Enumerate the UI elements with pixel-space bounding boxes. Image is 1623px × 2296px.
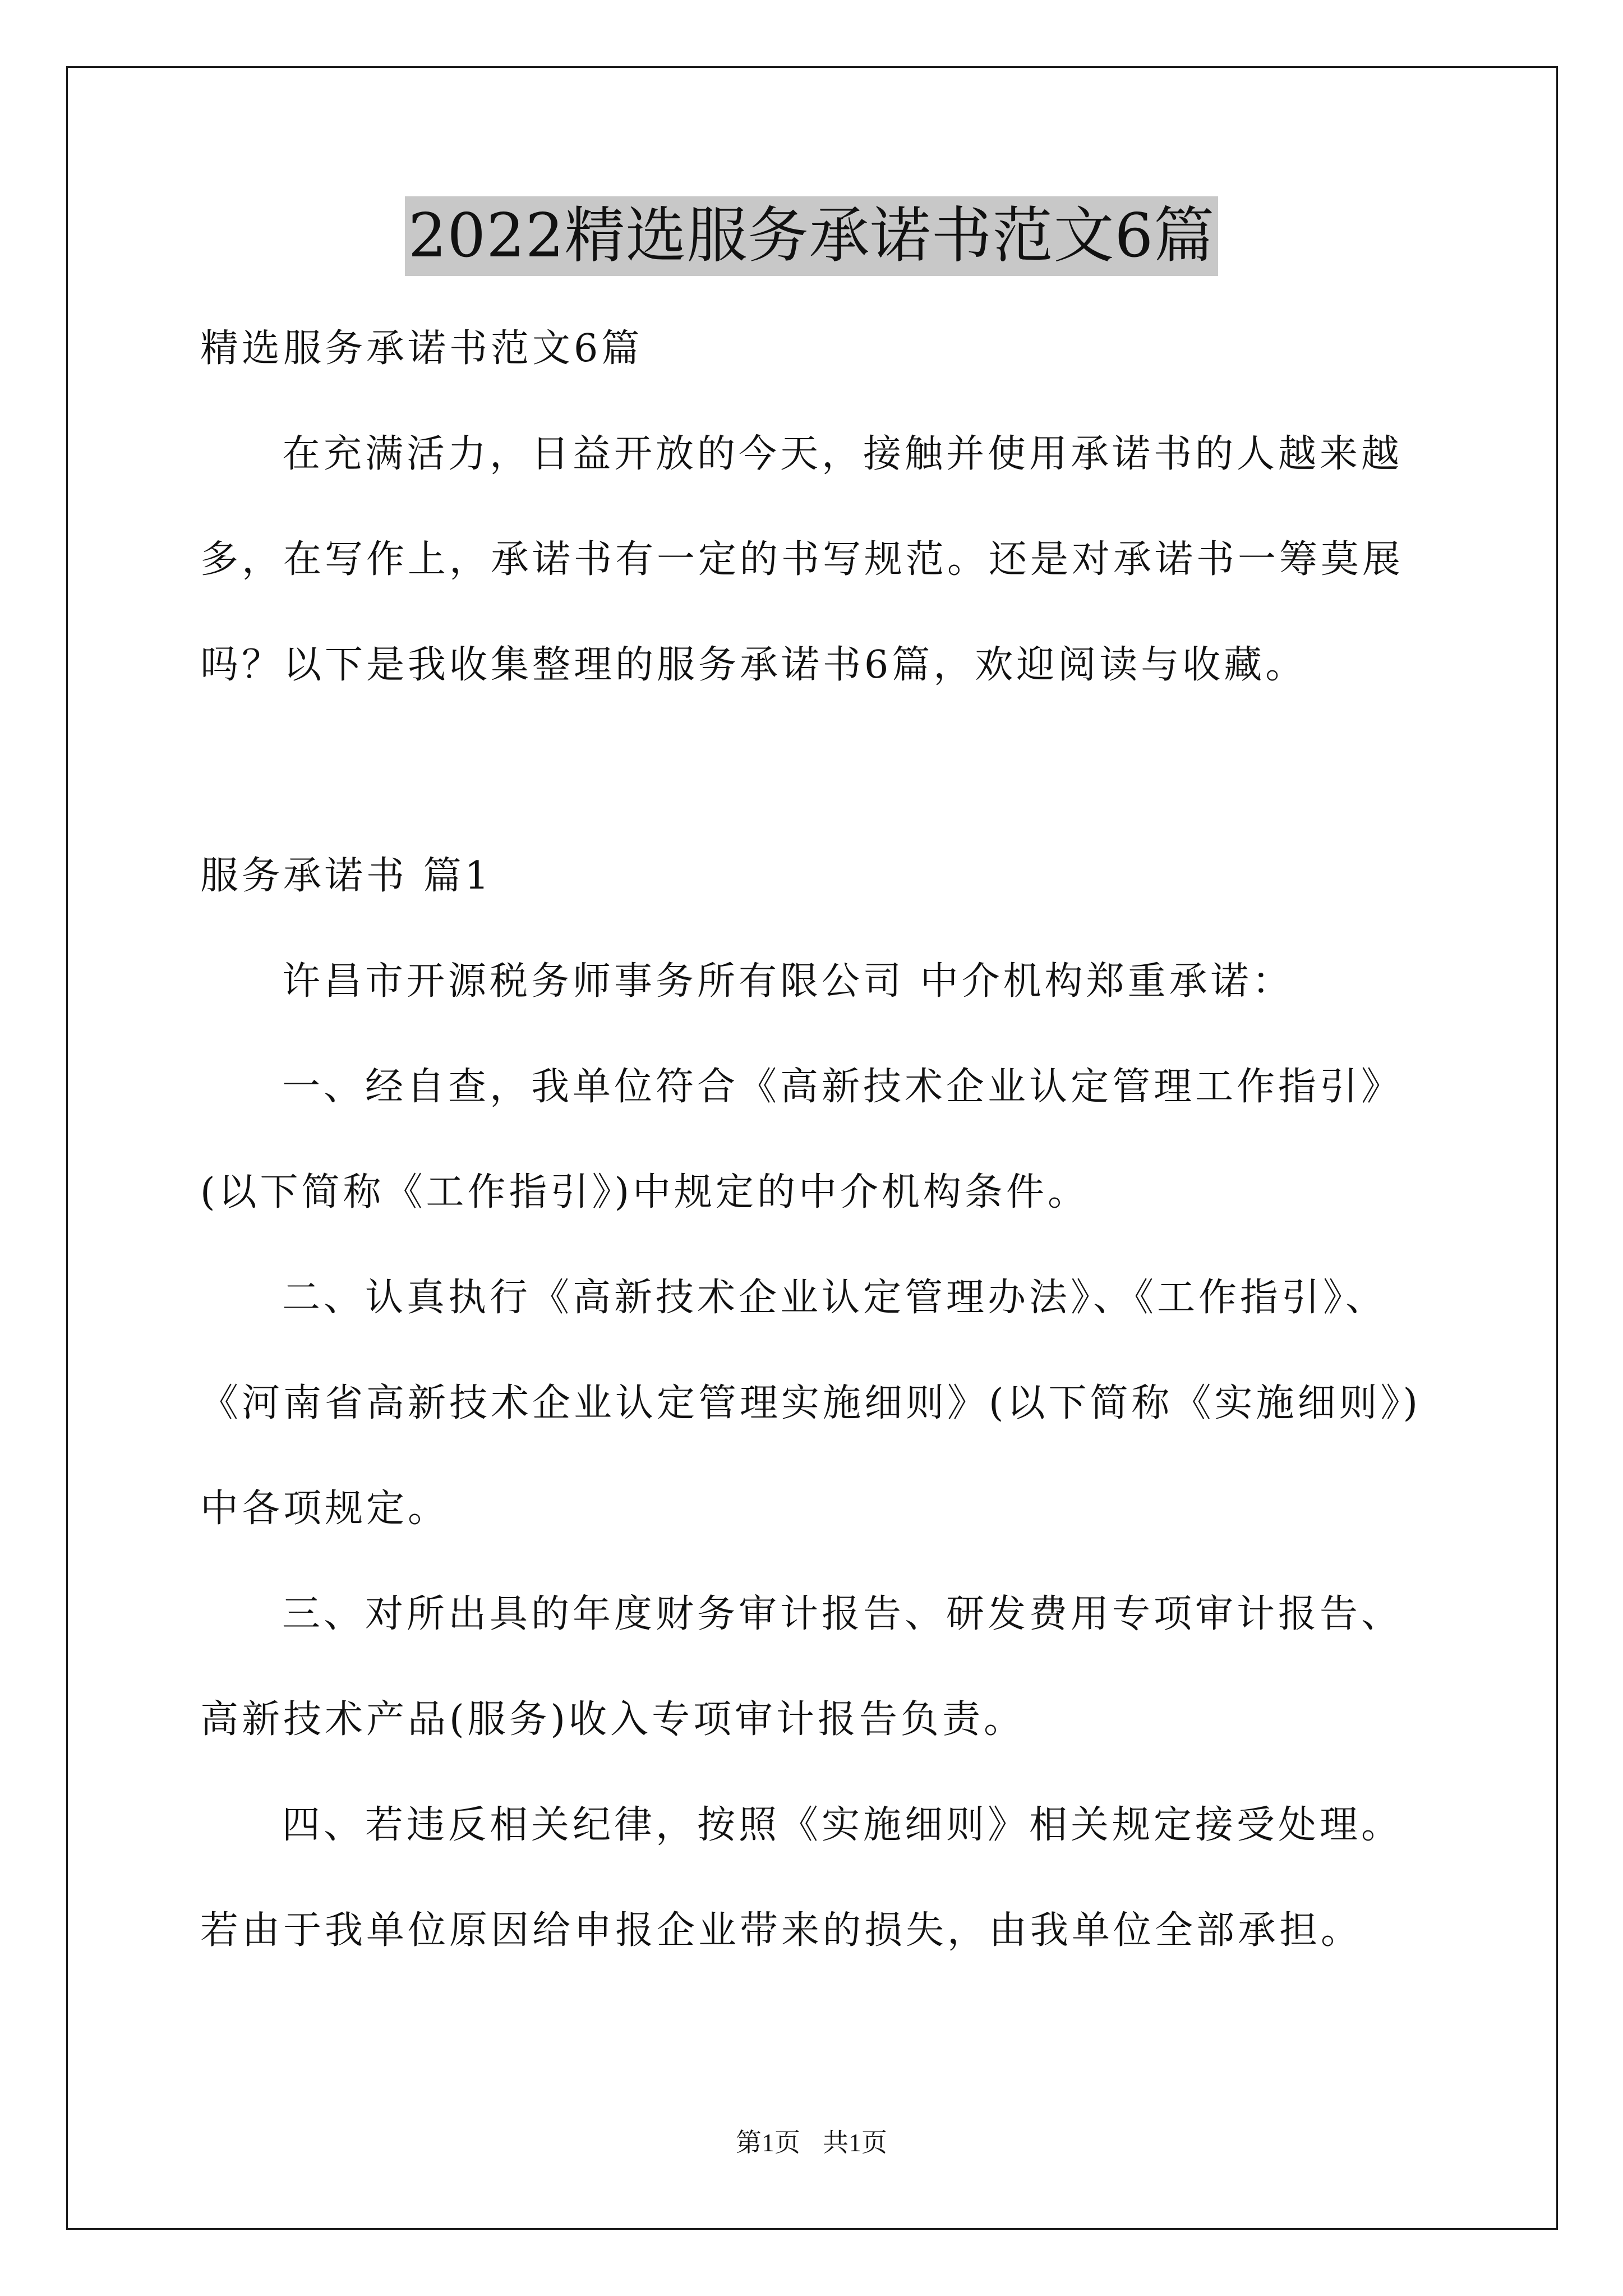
- section-heading: 服务承诺书 篇1: [200, 854, 492, 898]
- page-number: 第1页: [736, 2128, 800, 2157]
- body-paragraph: 一、经自查，我单位符合《高新技术企业认定管理工作指引》(以下简称《工作指引》)中规定的中介机构条件。: [200, 1065, 1403, 1214]
- document-title: 2022精选服务承诺书范文6篇: [405, 196, 1219, 276]
- subtitle: 精选服务承诺书范文6篇: [200, 326, 643, 371]
- title-container: [0, 196, 1623, 276]
- page-total: 共1页: [823, 2128, 887, 2157]
- page-footer: [0, 2126, 1623, 2160]
- body-paragraph: 二、认真执行《高新技术企业认定管理办法》、《工作指引》、《河南省高新技术企业认定管理实施细则》(以下简称《实施细则》)中各项规定。: [200, 1276, 1422, 1531]
- intro-paragraph: 在充满活力，日益开放的今天，接触并使用承诺书的人越来越多，在写作上，承诺书有一定的书写规范。还是对承诺书一筹莫展吗？以下是我收集整理的服务承诺书6篇，欢迎阅读与收藏。: [200, 432, 1404, 687]
- body-paragraph: 四、若违反相关纪律，按照《实施细则》相关规定接受处理。若由于我单位原因给申报企业带来的损失，由我单位全部承担。: [200, 1803, 1403, 1953]
- section-spacer: [200, 718, 1434, 823]
- body-paragraph: 许昌市开源税务师事务所有限公司 中介机构郑重承诺：: [282, 959, 1294, 1004]
- document-body: [200, 296, 1434, 1984]
- body-paragraph: 三、对所出具的年度财务审计报告、研发费用专项审计报告、高新技术产品(服务)收入专项审计报告负责。: [200, 1592, 1403, 1742]
